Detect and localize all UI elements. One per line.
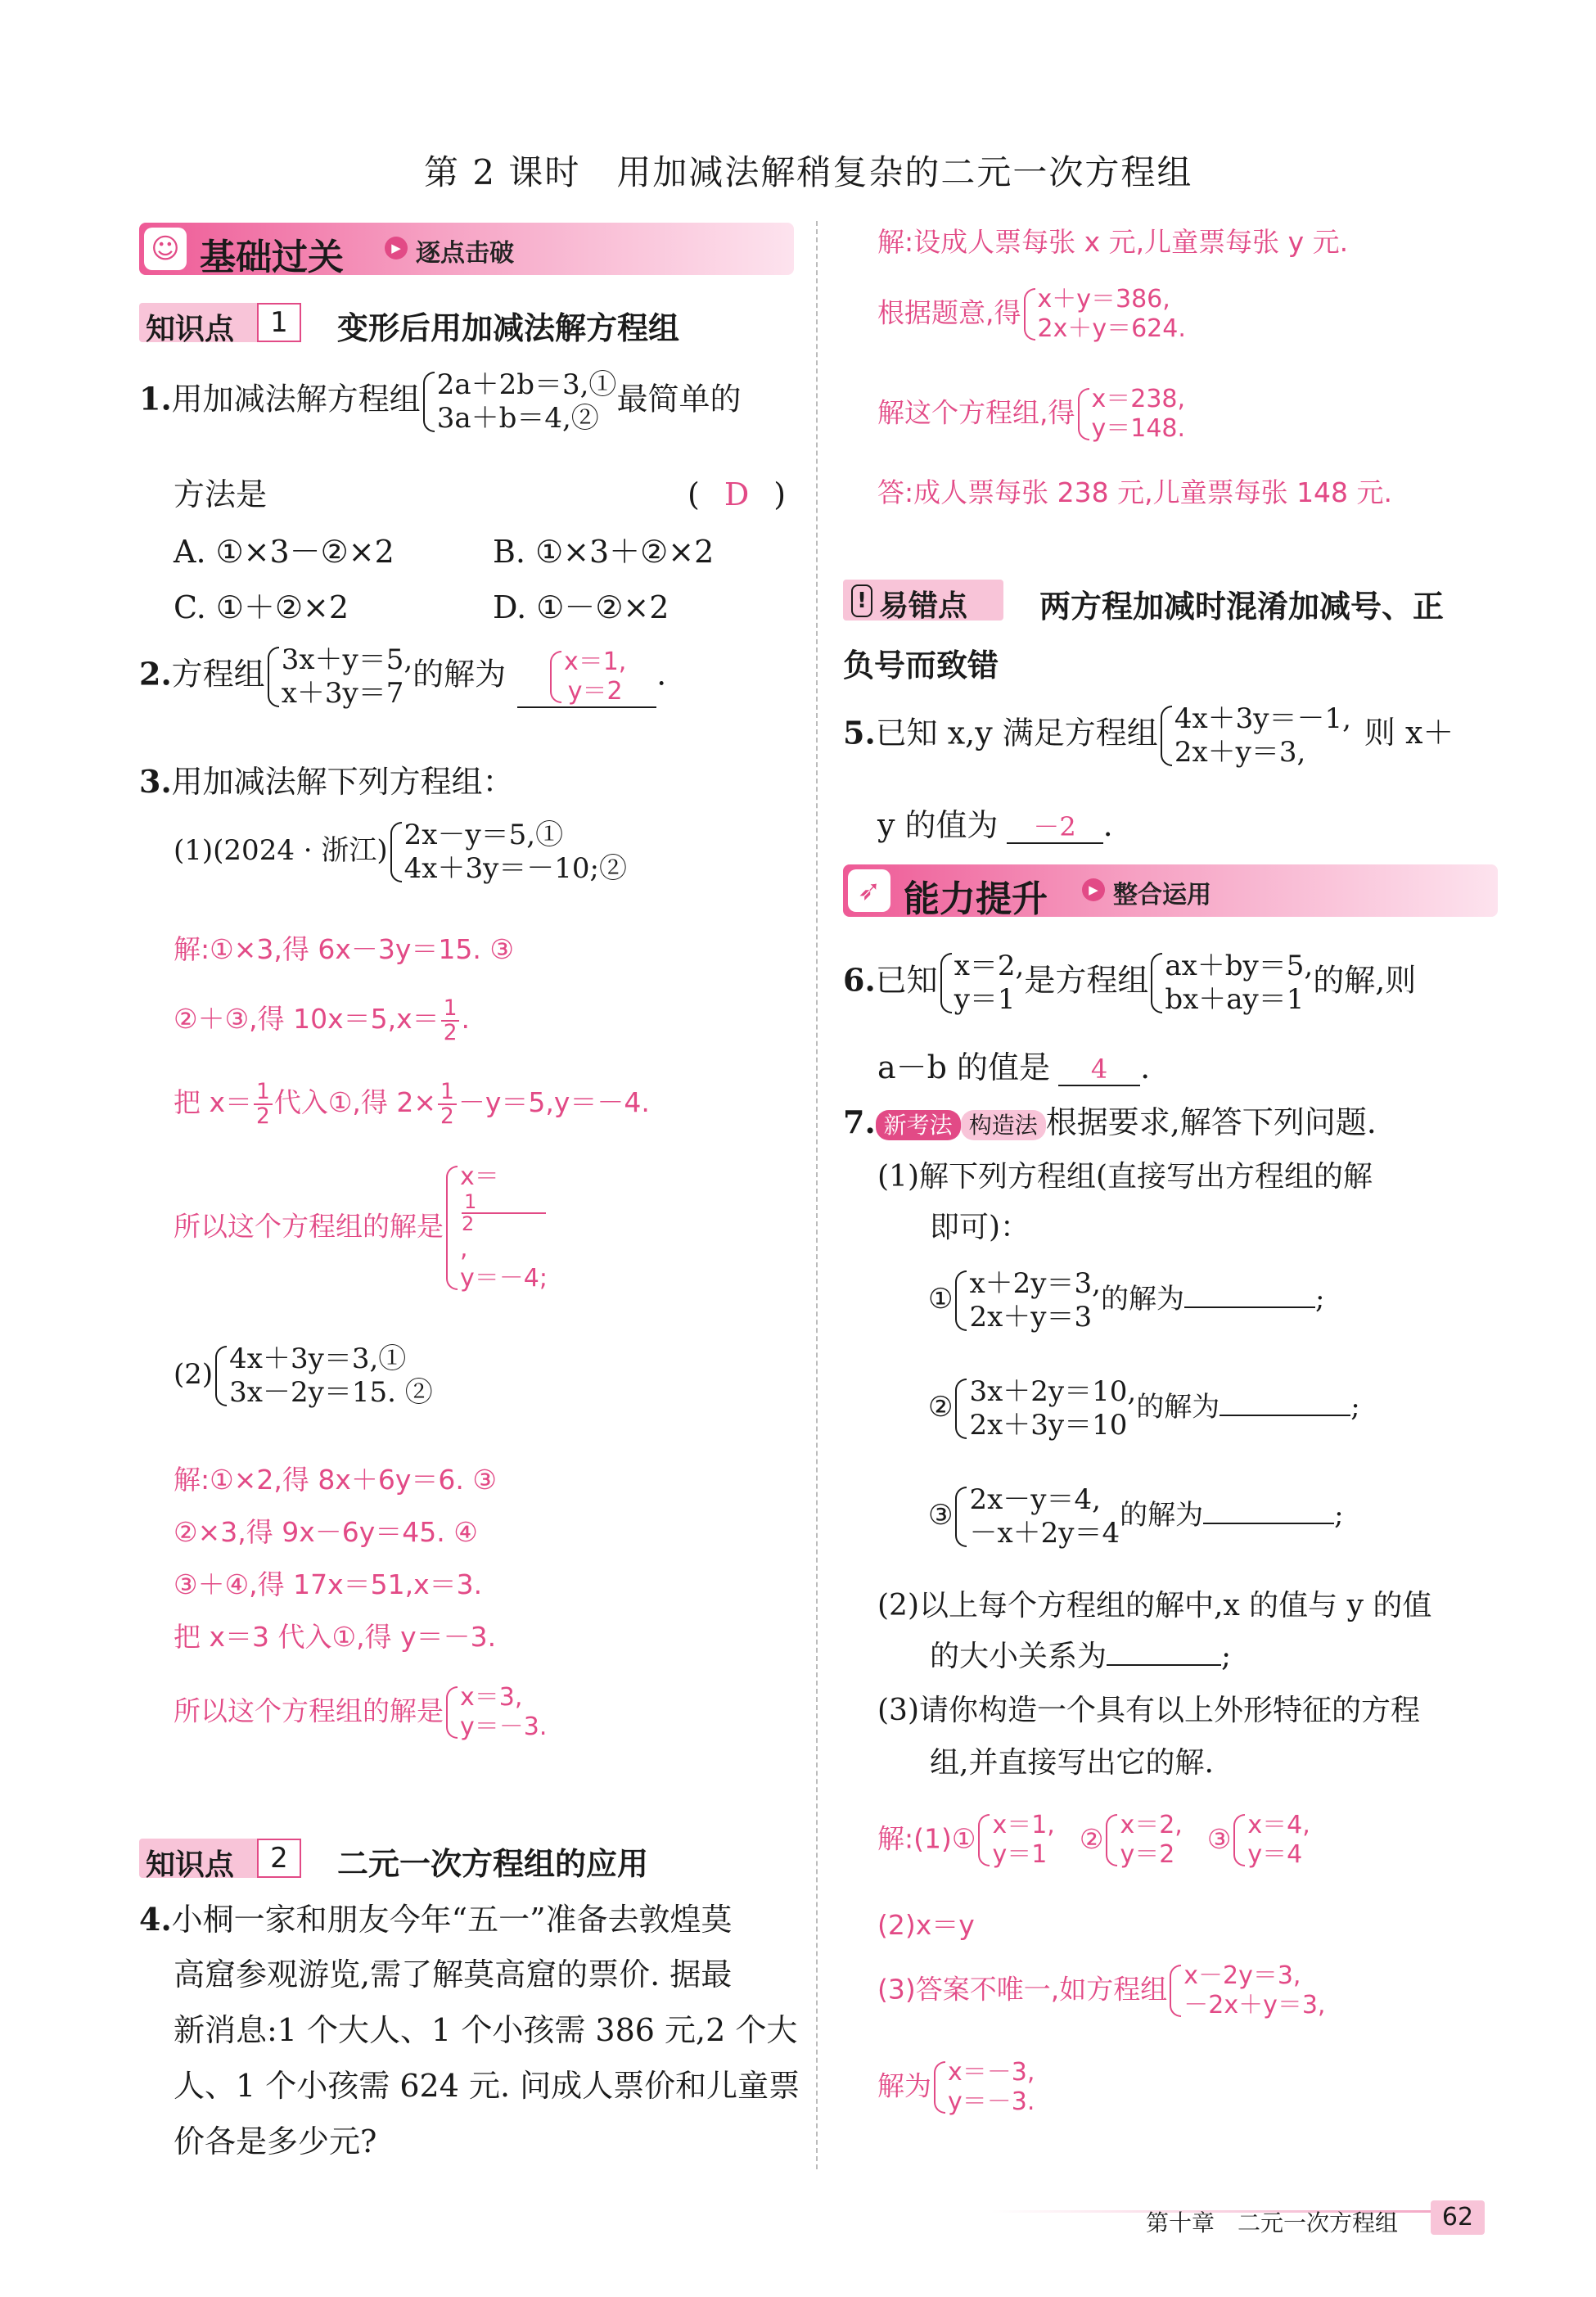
- section-banner-ability: [843, 864, 1498, 920]
- question-7-part1-line2: 即可)：: [930, 1211, 1030, 1244]
- solution-4-line1: 解:设成人票每张 x 元,儿童票每张 y 元.: [877, 226, 1349, 258]
- solution-3-1-line3: 把 x＝ $\frac{1}{2}$ 代入①,得 2× $\frac{1}{2}$ －y＝5,y＝－4.: [174, 1079, 650, 1129]
- footer-chapter: 第十章 二元一次方程组: [1146, 2209, 1399, 2236]
- option-d: D. ①－②×2: [493, 589, 670, 625]
- section-title: 基础过关: [200, 237, 344, 278]
- question-3-part1: (1)(2024 · 浙江) 2x－y＝5,① 4x＋3y＝－10;②: [174, 819, 628, 885]
- question-4-line4: 人、1 个小孩需 624 元. 问成人票价和儿童票: [174, 2068, 800, 2104]
- solution-4-line2: 根据题意,得 x＋y＝386, 2x＋y＝624.: [877, 285, 1186, 343]
- question-4-line1: 4.小桐一家和朋友今年“五一”准备去敦煌莫: [139, 1901, 733, 1938]
- section-banner-basic: [139, 223, 794, 278]
- solution-7-line2: (2)x＝y: [877, 1909, 975, 1941]
- question-1-line2: 方法是: [174, 476, 268, 512]
- solution-4-line4: 答:成人票每张 238 元,儿童票每张 148 元.: [877, 476, 1393, 508]
- solution-7-line4: 解为 x＝－3, y＝－3.: [877, 2058, 1035, 2116]
- knowledge-point-badge: 知识点 1: [139, 303, 301, 342]
- knowledge-point-title: 二元一次方程组的应用: [337, 1846, 649, 1882]
- page-title: 第 2 课时 用加减法解稍复杂的二元一次方程组: [424, 152, 1193, 192]
- column-divider: [816, 221, 818, 2169]
- person-icon: ☺: [144, 228, 187, 270]
- question-7: 7. 新考法 构造法 根据要求,解答下列问题.: [843, 1103, 1377, 1140]
- page-number: 62: [1431, 2200, 1485, 2235]
- question-5: 5.已知 x,y 满足方程组 4x＋3y＝－1, 2x＋y＝3, 则 x＋: [843, 702, 1454, 769]
- question-6-line2: a－b 的值是 4 .: [877, 1049, 1151, 1085]
- question-4-line3: 新消息:1 个大人、1 个小孩需 386 元,2 个大: [174, 2012, 798, 2048]
- question-7-part2-line2: 的大小关系为 ;: [930, 1640, 1232, 1673]
- section-title: 能力提升: [904, 878, 1048, 920]
- question-7-part3-line2: 组,并直接写出它的解.: [930, 1746, 1214, 1780]
- question-4-line5: 价各是多少元?: [174, 2123, 377, 2159]
- solution-3-2-line2: ②×3,得 9x－6y＝45. ④: [174, 1516, 478, 1548]
- question-5-line2: y 的值为 －2 .: [877, 807, 1113, 843]
- solution-3-1-line2: ②＋③,得 10x＝5,x＝ $\frac{1}{2}$ .: [174, 995, 470, 1045]
- solution-4-line3: 解这个方程组,得 x＝238, y＝148.: [877, 385, 1186, 443]
- system-3: ③ 2x－y＝4, －x＋2y＝4 的解为 ;: [928, 1483, 1344, 1550]
- section-subtitle: 整合运用: [1113, 881, 1211, 909]
- rocket-icon: ➶: [848, 869, 890, 912]
- option-b: B. ①×3＋②×2: [493, 534, 715, 570]
- question-7-part2: (2)以上每个方程组的解中,x 的值与 y 的值: [877, 1589, 1432, 1622]
- exclamation-icon: !: [851, 584, 872, 617]
- solution-3-2-line3: ③＋④,得 17x＝51,x＝3.: [174, 1568, 483, 1600]
- solution-3-2-line5: 所以这个方程组的解是 x＝3, y＝－3.: [174, 1683, 548, 1741]
- option-a: A. ①×3－②×2: [174, 534, 394, 570]
- solution-3-2-line1: 解:①×2,得 8x＋6y＝6. ③: [174, 1464, 497, 1496]
- question-7-part3: (3)请你构造一个具有以上外形特征的方程: [877, 1694, 1420, 1727]
- section-subtitle: 逐点击破: [416, 239, 514, 268]
- knowledge-point-badge: 知识点 2: [139, 1839, 301, 1878]
- question-3-part2: (2) 4x＋3y＝3,① 3x－2y＝15. ②: [174, 1343, 433, 1409]
- play-icon: ▶: [1082, 878, 1105, 901]
- solution-7-line3: (3)答案不唯一,如方程组 x－2y＝3, －2x＋y＝3,: [877, 1961, 1326, 2019]
- option-c: C. ①＋②×2: [174, 589, 349, 625]
- solution-7-line1: 解:(1)① x＝1, y＝1 ② x＝2, y＝2 ③ x＝4, y＝4: [877, 1811, 1310, 1869]
- common-mistake-title-2: 负号而致错: [843, 648, 999, 684]
- solution-3-1-line4: 所以这个方程组的解是 x＝ 1 2 , y＝－4;: [174, 1162, 548, 1293]
- common-mistake-badge: ! 易错点: [843, 580, 1003, 621]
- system-2: ② 3x＋2y＝10, 2x＋3y＝10 的解为 ;: [928, 1375, 1360, 1442]
- knowledge-point-title: 变形后用加减法解方程组: [337, 310, 680, 346]
- question-3: 3.用加减法解下列方程组：: [139, 763, 514, 800]
- solution-3-2-line4: 把 x＝3 代入①,得 y＝－3.: [174, 1621, 497, 1653]
- solution-3-1-line1: 解:①×3,得 6x－3y＝15. ③: [174, 933, 514, 965]
- question-6: 6.已知 x＝2, y＝1 是方程组 ax＋by＝5, bx＋ay＝1 的解,则: [843, 950, 1417, 1016]
- question-1: 1.用加减法解方程组 2a＋2b＝3,① 3a＋b＝4,② 最简单的: [139, 368, 742, 435]
- answer-paren: ( D ): [688, 476, 787, 512]
- common-mistake-title: 两方程加减时混淆加减号、正: [1039, 589, 1445, 625]
- question-7-part1: (1)解下列方程组(直接写出方程组的解: [877, 1160, 1373, 1194]
- question-4-line2: 高窟参观游览,需了解莫高窟的票价. 据最: [174, 1956, 733, 1992]
- question-2: 2.方程组 3x＋y＝5, x＋3y＝7 的解为 x＝1, y＝2 .: [139, 643, 667, 710]
- play-icon: ▶: [385, 237, 408, 259]
- system-1: ① x＋2y＝3, 2x＋y＝3 的解为 ;: [928, 1267, 1325, 1334]
